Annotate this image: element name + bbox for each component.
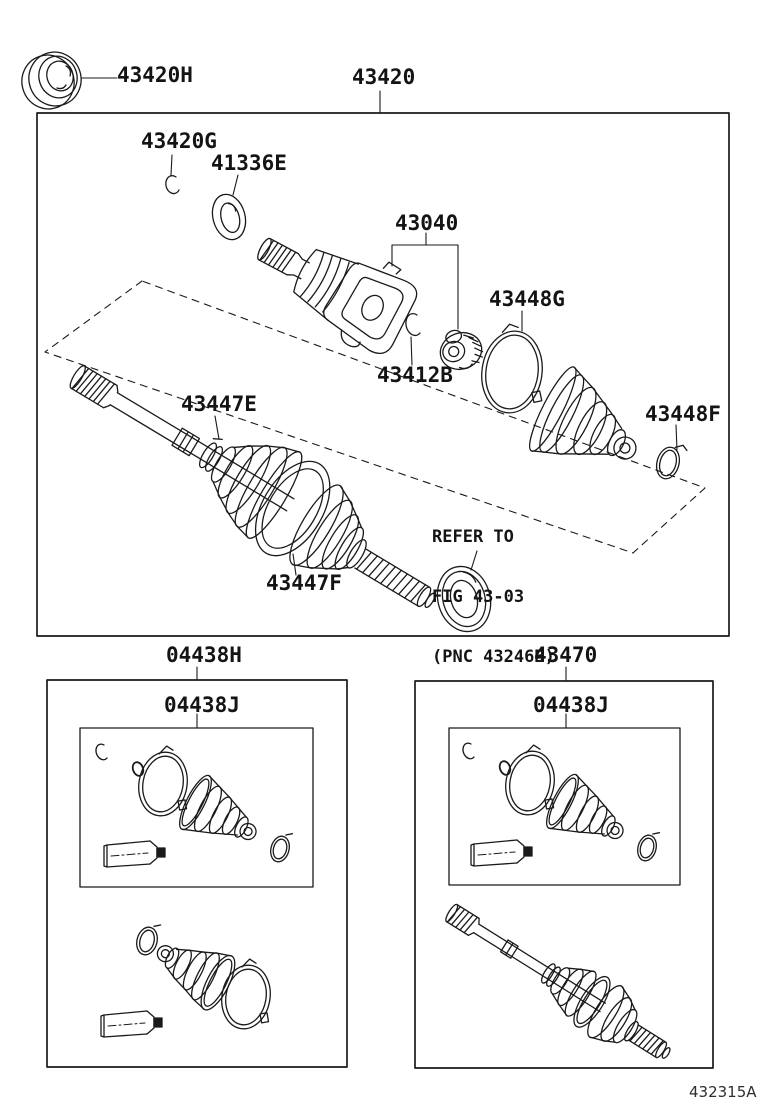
- label-shaft-sub-assembly: 43470: [534, 643, 598, 667]
- reference-note-line2: FIG 43-03: [432, 587, 525, 607]
- shaft-subassembly-box: [415, 681, 713, 1068]
- label-boot-kit-right: 04438J: [533, 693, 609, 717]
- shaft-subassembly-art: [432, 888, 686, 1077]
- outboard-kit-box: [47, 680, 347, 1067]
- label-damper-clamp: 43447E: [181, 392, 257, 416]
- outboard-kit-loose-parts-art: [101, 920, 279, 1037]
- label-shaft-snap-ring: 43420G: [141, 129, 217, 153]
- label-outboard-boot: 43447F: [266, 571, 342, 595]
- shaft-kit-inner-box: [449, 728, 680, 885]
- label-inboard-large-clamp: 43448G: [489, 287, 565, 311]
- joint-snap-ring-art: [406, 314, 420, 336]
- reference-note-line1: REFER TO: [432, 527, 514, 547]
- outboard-kit-inner-box: [80, 728, 313, 887]
- inboard-boot-art: [523, 363, 657, 494]
- dust-cover-art: [208, 191, 251, 244]
- reference-note: [432, 487, 555, 707]
- label-outboard-boot-kit: 04438H: [166, 643, 242, 667]
- label-drive-shaft-assembly: 43420: [352, 65, 416, 89]
- label-oil-seal: 43420H: [117, 63, 193, 87]
- reference-note-line3: (PNC 43246B): [432, 647, 555, 667]
- shaft-snap-ring-art: [166, 176, 179, 194]
- figure-code: 432315A: [689, 1083, 757, 1101]
- oil-seal-art: [15, 45, 88, 115]
- label-inboard-joint: 43040: [395, 211, 459, 235]
- label-dust-cover: 41336E: [211, 151, 287, 175]
- inboard-large-clamp-art: [477, 321, 552, 417]
- label-inboard-small-clamp: 43448F: [645, 402, 721, 426]
- boot-kit-art: [96, 742, 293, 867]
- label-boot-kit-left: 04438J: [164, 693, 240, 717]
- inboard-small-clamp-art: [653, 440, 688, 482]
- label-joint-snap-ring: 43412B: [377, 363, 453, 387]
